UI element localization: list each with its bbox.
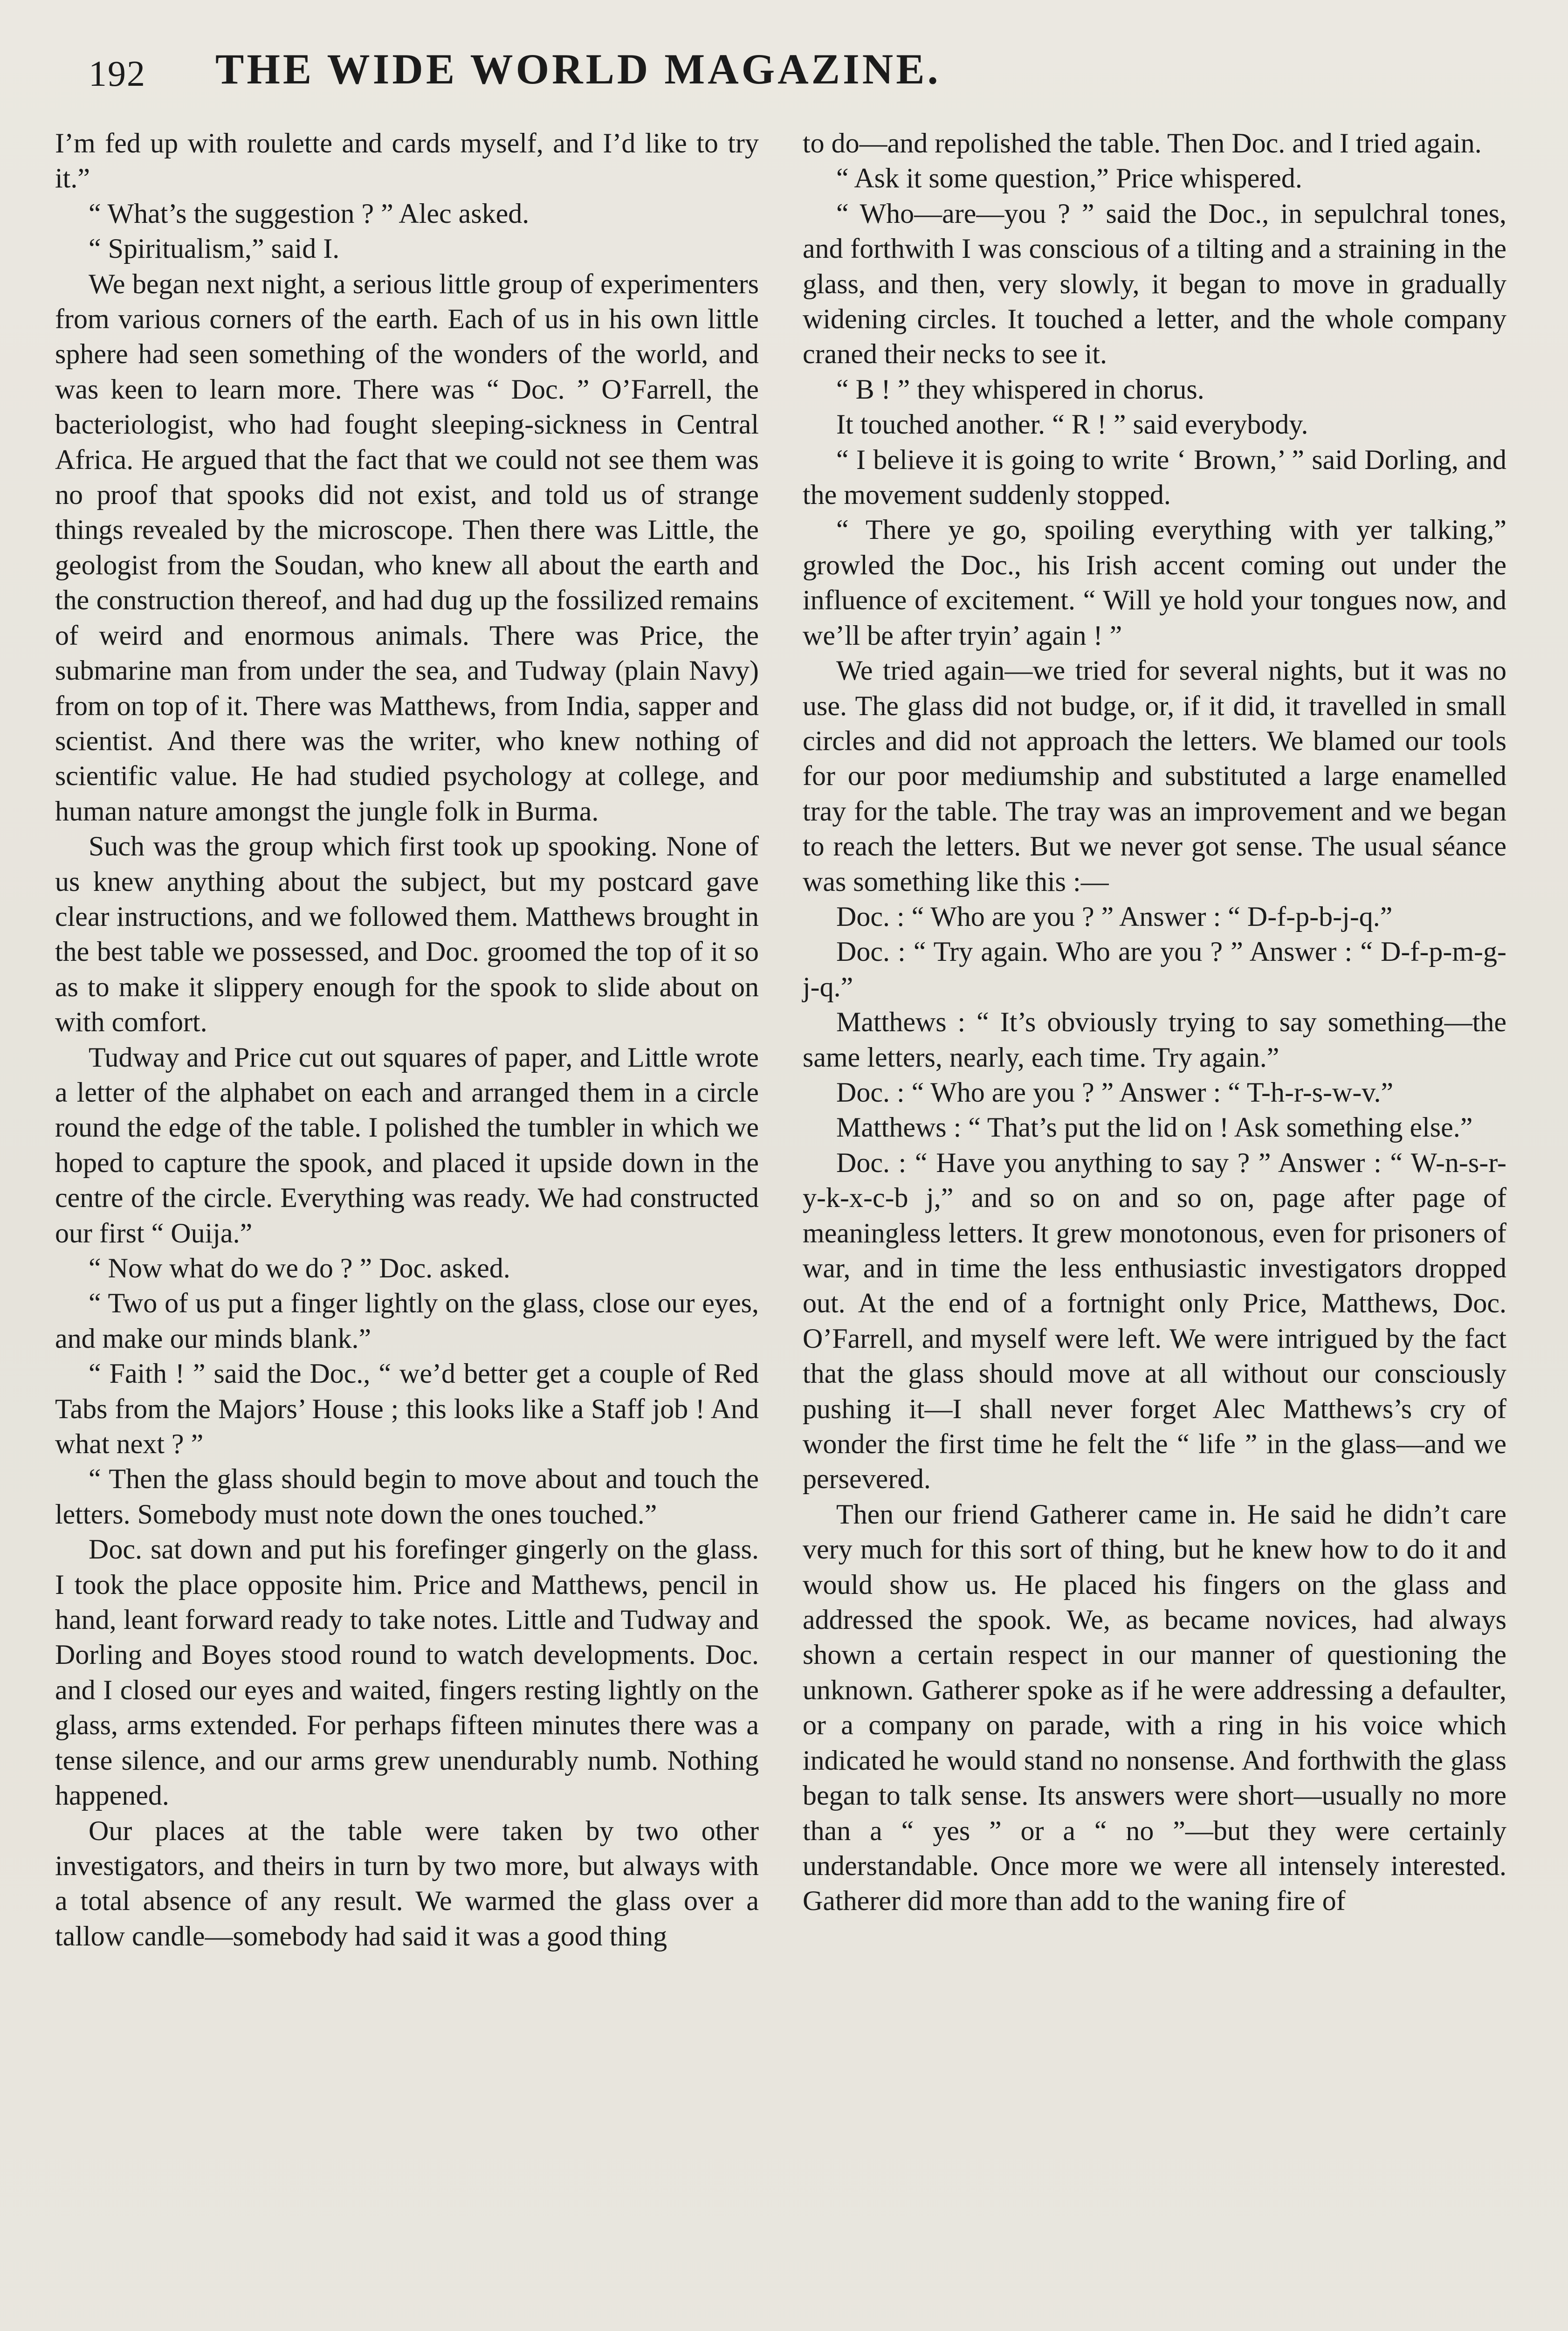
paragraph: Matthews : “ That’s put the lid on ! Ask something else.” <box>836 1112 1473 1143</box>
left-column <box>55 126 759 1954</box>
paragraph: Tudway and Price cut out squares of paper, and Little wrote a letter of the alphabet on each and arranged them in a circle round the edge of the table. I polished the tumbler in which we hoped to capture the spook, and placed it upside down in the centre of the circle. Everything was ready. We had constructed our first “ Ouija.” <box>55 1041 759 1248</box>
paragraph: It touched another. “ R ! ” said everybody. <box>836 409 1308 440</box>
running-title: THE WIDE WORLD MAGAZINE. <box>215 45 941 93</box>
right-column <box>803 126 1506 1919</box>
paragraph: Doc. sat down and put his forefinger gingerly on the glass. I took the place opposite him. Price and Matthews, pencil in hand, leant forward ready to take notes. Little and Tudway and Dorling and Boyes stood round to watch developments. Doc. and I closed our eyes and waited, fingers resting lightly on the glass, arms extended. For perhaps fifteen minutes there was a tense silence, and our arms grew unendurably numb. Nothing happened. <box>55 1534 759 1811</box>
paragraph: “ There ye go, spoiling everything with yer talking,” growled the Doc., his Irish accent coming out under the influence of excitement. “ Will ye hold your tongues now, and we’ll be after tryin’ again ! ” <box>803 514 1506 651</box>
paragraph: Doc. : “ Who are you ? ” Answer : “ T-h-r-s-w-v.” <box>836 1076 1394 1108</box>
page-number: 192 <box>89 53 146 94</box>
paragraph: “ Who—are—you ? ” said the Doc., in sepulchral tones, and forthwith I was conscious of a tilting and a straining in the glass, and then, very slowly, it began to move in gradually widening circles. It touched a letter, and the whole company craned their necks to see it. <box>803 198 1506 370</box>
paragraph: “ What’s the suggestion ? ” Alec asked. <box>89 198 530 229</box>
paragraph: Our places at the table were taken by two other investigators, and theirs in turn by two more, but always with a total absence of any result. We warmed the glass over a tallow candle—somebody had said it was a good thing <box>55 1815 759 1952</box>
paragraph: I’m fed up with roulette and cards myself, and I’d like to try it.” <box>55 128 759 194</box>
paragraph: We began next night, a serious little group of experimenters from various corners of the earth. Each of us in his own little sphere had seen something of the wonders of the world, and was keen to learn more. There was “ Doc. ” O’Farrell, the bacteriologist, who had fought sleeping-sickness in Central Africa. He argued that the fact that we could not see them was no proof that spooks did not exist, and told us of strange things revealed by the microscope. Then there was Little, the geologist from the Soudan, who knew all about the earth and the construction thereof, and had dug up the fossilized remains of weird and enormous animals. There was Price, the submarine man from under the sea, and Tudway (plain Navy) from on top of it. There was Matthews, from India, sapper and scientist. And there was the writer, who knew nothing of scientific value. He had studied psychology at college, and human nature amongst the jungle folk in Burma. <box>55 268 759 827</box>
paragraph: “ Spiritualism,” said I. <box>89 233 340 264</box>
paragraph: We tried again—we tried for several nights, but it was no use. The glass did not budge, or, if it did, it travelled in small circles and did not approach the letters. We blamed our tools for our poor mediumship and substituted a large enamelled tray for the table. The tray was an improvement and we began to reach the letters. But we never got sense. The usual séance was something like this :— <box>803 655 1506 897</box>
paragraph: “ Then the glass should begin to move about and touch the letters. Somebody must note down the ones touched.” <box>55 1463 759 1530</box>
paragraph: Doc. : “ Try again. Who are you ? ” Answer : “ D-f-p-m-g-j-q.” <box>803 936 1506 1002</box>
paragraph: Then our friend Gatherer came in. He said he didn’t care very much for this sort of thing, but he knew how to do it and would show us. He placed his fingers on the glass and addressed the spook. We, as became novices, had always shown a certain respect in our manner of questioning the unknown. Gatherer spoke as if he were addressing a defaulter, or a company on parade, with a ring in his voice which indicated he would stand no nonsense. And forthwith the glass began to talk sense. Its answers were short—usually no more than a “ yes ” or a “ no ”—but they were certainly understandable. Once more we were all intensely interested. Gatherer did more than add to the waning fire of <box>803 1498 1506 1917</box>
paragraph: Doc. : “ Who are you ? ” Answer : “ D-f-p-b-j-q.” <box>836 901 1393 932</box>
paragraph: “ Faith ! ” said the Doc., “ we’d better get a couple of Red Tabs from the Majors’ House ; this looks like a Staff job ! And what next ? ” <box>55 1358 759 1460</box>
paragraph: Such was the group which first took up spooking. None of us knew anything about the subject, but my postcard gave clear instructions, and we followed them. Matthews brought in the best table we possessed, and Doc. groomed the top of it so as to make it slippery enough for the spook to slide about on with comfort. <box>55 831 759 1038</box>
paragraph: “ Two of us put a finger lightly on the glass, close our eyes, and make our minds blank.” <box>55 1288 759 1354</box>
paragraph: “ B ! ” they whispered in chorus. <box>836 373 1204 405</box>
paragraph: to do—and repolished the table. Then Doc. and I tried again. <box>803 128 1482 159</box>
paragraph: “ Ask it some question,” Price whispered. <box>836 163 1302 194</box>
paragraph: Doc. : “ Have you anything to say ? ” Answer : “ W-n-s-r-y-k-x-c-b j,” and so on and so on, page after page of meaningless letters. It grew monotonous, even for prisoners of war, and in time the less enthusiastic investigators dropped out. At the end of a fortnight only Price, Matthews, Doc. O’Farrell, and myself were left. We were intrigued by the fact that the glass should move at all without our consciously pushing it—I shall never forget Alec Matthews’s cry of wonder the first time he felt the “ life ” in the glass—and we persevered. <box>803 1147 1506 1495</box>
paragraph: Matthews : “ It’s obviously trying to say something—the same letters, nearly, each time. Try again.” <box>803 1007 1506 1073</box>
page-header <box>47 44 1521 100</box>
paragraph: “ I believe it is going to write ‘ Brown,’ ” said Dorling, and the movement suddenly stopped. <box>803 444 1506 510</box>
paragraph: “ Now what do we do ? ” Doc. asked. <box>89 1253 510 1283</box>
